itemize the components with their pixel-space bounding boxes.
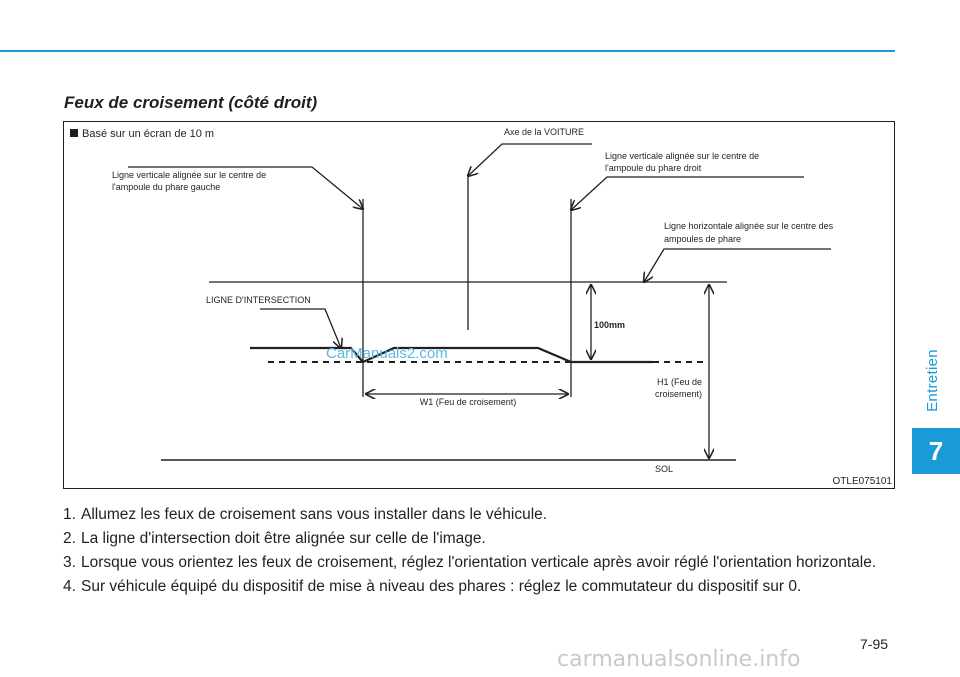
headlamp-aiming-diagram [63, 121, 895, 489]
h1-label-line1: H1 (Feu de [656, 377, 702, 387]
watermark-text: CarManuals2.com [326, 345, 448, 362]
horizontal-line-label-line1: Ligne horizontale alignée sur le centre des [664, 221, 834, 231]
right-vertical-label-line1: Ligne verticale alignée sur le centre de [605, 151, 760, 161]
step-item [63, 505, 896, 524]
vehicle-axis-leader [468, 144, 592, 176]
chapter-side-label [922, 330, 942, 430]
w1-label: W1 (Feu de croisement) [419, 397, 517, 407]
chapter-side-label-text: Entretien [923, 348, 941, 412]
horizontal-line-label-line2: ampoules de phare [664, 234, 742, 244]
step-number: 1. [63, 506, 76, 523]
cutoff-line-label: LIGNE D'INTERSECTION [206, 295, 311, 305]
step-item [63, 529, 896, 548]
instruction-steps [63, 505, 896, 601]
left-vertical-label-line1: Ligne verticale alignée sur le centre de [112, 170, 267, 180]
step-number: 3. [63, 554, 76, 571]
step-text: Lorsque vous orientez les feux de croisement, réglez l'orientation verticale après avoir réglé l'orientation horizontale. [81, 554, 877, 571]
footer-watermark: carmanualsonline.info [557, 647, 801, 672]
page-number: 7-95 [860, 636, 889, 652]
cutoff-line-solid [250, 348, 653, 362]
section-title: Feux de croisement (côté droit) [64, 93, 318, 112]
offset-label: 100mm [594, 320, 626, 330]
step-number: 4. [63, 578, 76, 595]
horizontal-line-leader [644, 249, 831, 282]
screen-note: Basé sur un écran de 10 m [82, 128, 215, 140]
figure-code: OTLE075101 [832, 476, 892, 487]
h1-label-line2: croisement) [654, 389, 702, 399]
header-rule [0, 50, 895, 52]
vehicle-axis-label: Axe de la VOITURE [503, 127, 585, 137]
step-text: Allumez les feux de croisement sans vous installer dans le véhicule. [81, 506, 548, 523]
step-text: La ligne d'intersection doit être alignée sur celle de l'image. [81, 530, 486, 547]
ground-label: SOL [654, 464, 674, 474]
right-vertical-label-line2: l'ampoule du phare droit [605, 163, 702, 173]
bullet-square-icon [70, 129, 78, 137]
step-item [63, 577, 896, 596]
step-item [63, 553, 896, 572]
right-vertical-leader [571, 177, 804, 210]
step-text: Sur véhicule équipé du dispositif de mise à niveau des phares : réglez le commutateur du dispositif sur 0. [81, 578, 802, 595]
cutoff-line-leader [260, 309, 341, 348]
left-vertical-label-line2: l'ampoule du phare gauche [112, 182, 221, 192]
step-number: 2. [63, 530, 76, 547]
chapter-number-tab: 7 [912, 428, 960, 474]
